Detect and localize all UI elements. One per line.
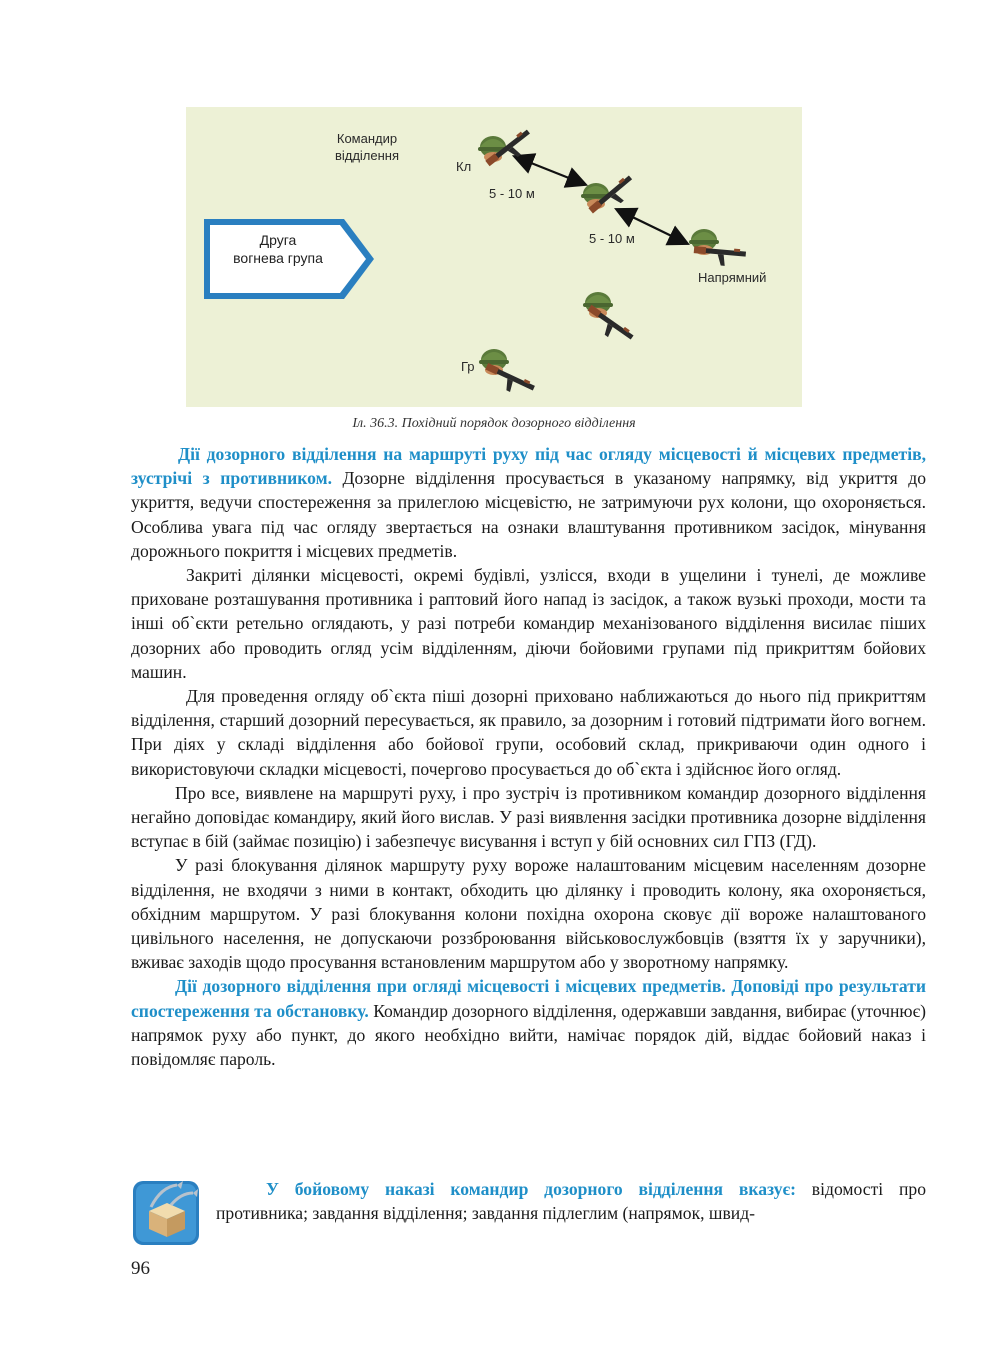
double-arrow-icon	[516, 157, 584, 184]
soldier-icon	[479, 349, 536, 400]
distance-label-2: 5 - 10 м	[589, 231, 635, 246]
paragraph	[131, 974, 926, 1071]
paragraph-heading: Дії дозорного відділення на маршруті руху під час огляду місцевості й місцевих предметів, зустрічі з противником.	[131, 444, 926, 489]
napriamnyi-label: Напрямний	[698, 270, 767, 285]
figure	[186, 107, 802, 407]
note-text	[216, 1177, 926, 1225]
paragraph: Про все, виявлене на маршруті руху, і про зустріч із противником командир дозорного відділення негайно доповідає командиру, який його вислав. У разі виявлення засідки противника дозорне відділення вступає в бій (займає позицію) і забезпечує висування і вступ у бій основних сил ГПЗ (ГД).	[131, 782, 926, 852]
soldier-icon	[478, 128, 537, 174]
soldier-icon	[581, 174, 639, 221]
paragraph-heading: Дії дозорного відділення при огляді місцевості і місцевих предметів. Доповіді про результати спостереження та обстановку.	[131, 976, 926, 1021]
body-text	[131, 442, 926, 1071]
note-box-icon	[131, 1177, 203, 1249]
paragraph: Закриті ділянки місцевості, окремі будівлі, узлісся, входи в ущелини і тунелі, де можливе приховане розташування противника і раптовий його напад із засідок, а також вузькі проходи, мости та інші об`єкти ретельно оглядають, у разі потреби командир механізованого відділення висилає піших дозорних або проводить огляд усім відділенням, діючи бойовими групами під прикриттям бойових машин.	[131, 565, 926, 682]
kl-label: Кл	[456, 159, 472, 174]
commander-label: Командир відділення	[334, 131, 400, 163]
note-heading: У бойовому наказі командир дозорного відділення вказує:	[266, 1179, 796, 1199]
gr-label: Гр	[461, 359, 475, 374]
soldier-icon	[582, 292, 635, 349]
note-body: відомості про противника; завдання відділення; завдання підлеглим (напрямок, швид-	[216, 1179, 926, 1224]
paragraph	[131, 442, 926, 563]
note-block	[131, 1177, 926, 1249]
distance-label-1: 5 - 10 м	[489, 186, 535, 201]
paragraph: У разі блокування ділянок маршруту руху вороже налаштованим місцевим населенням дозорне відділення, не входячи з ними в контакт, обходить цю ділянку і проводить колону, яка охороняється, обхідним маршрутом. У разі блокування колони похідна охорона сковує дії вороже налаштованого цивільного населення, не допускаючи роззброювання військовослужбовців (взяття їх у заручники), вживає заходів щодо просування встановленим маршрутом або у зворотному напрямку.	[131, 855, 926, 973]
paragraph: Для проведення огляду об`єкта піші дозорні приховано наближаються до нього під прикриттям відділення, старший дозорний пересувається, як правило, за дозорним і готовий підтримати його вогнем. При діях у складі відділення або бойової групи, особовий склад, прикриваючи один одного і використовуючи складки місцевості, почергово просувається до об`єкта і здійснює його огляд.	[131, 686, 926, 779]
soldier-icon	[689, 229, 746, 268]
page-number: 96	[131, 1258, 150, 1279]
paragraph-body: Дозорне відділення просувається в указаному напрямку, від укриття до укриття, ведучи спостереження за прилеглою місцевістю, не затримуючи рух колони, що охороняється. Особлива увага під час огляду звертається на ознаки влаштування противником засідок, мінування дорожнього покриття і місцевих предметів.	[131, 468, 926, 561]
figure-caption: Іл. 36.3. Похідний порядок дозорного відділення	[352, 416, 636, 431]
paragraph-body: Командир дозорного відділення, одержавши завдання, вибирає (уточнює) напрямок руху або пункт, до якого необхідно вийти, намічає порядок дій, віддає бойовий наказ і повідомляє пароль.	[131, 1000, 926, 1070]
second-group-label: Друга вогнева група	[233, 232, 323, 266]
